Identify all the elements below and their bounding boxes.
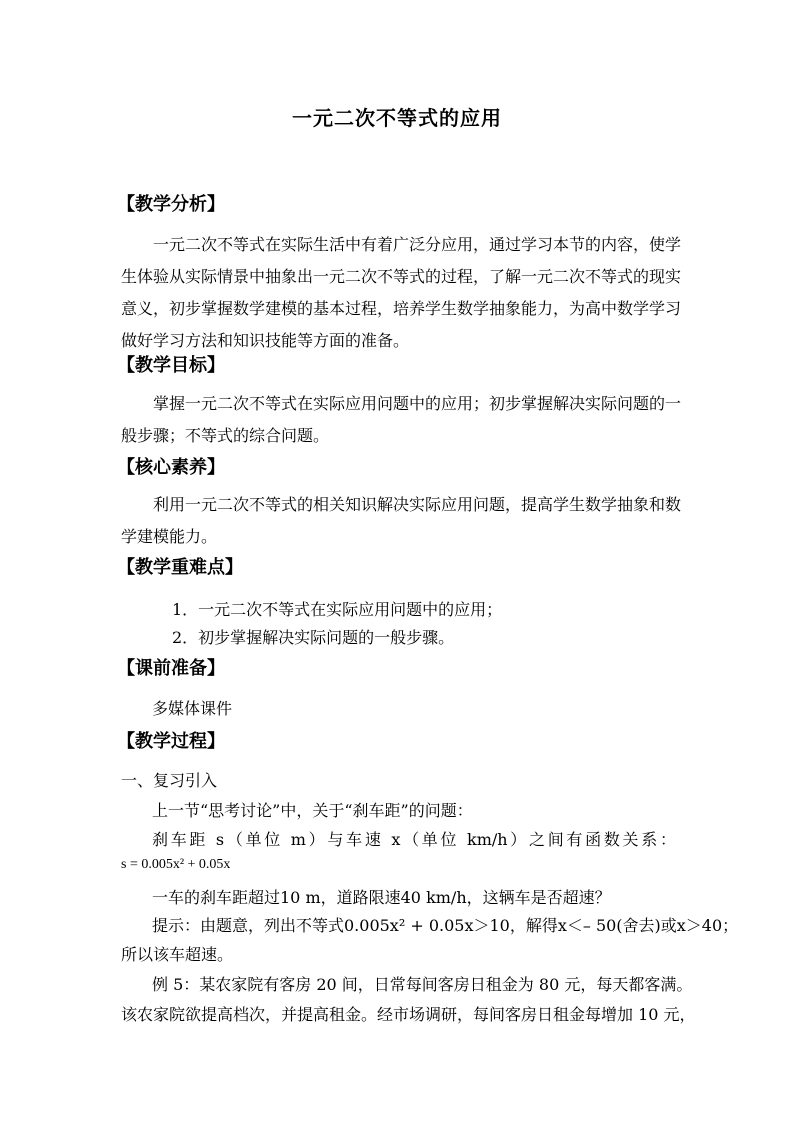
document-title: 一元二次不等式的应用 (292, 106, 502, 130)
process-intro: 上一节“思考讨论”中，关于“刹车距”的问题： (152, 801, 473, 820)
section-heading-preparation: 【课前准备】 (117, 658, 225, 679)
section-heading-key-points: 【教学重难点】 (117, 557, 243, 578)
example-line: 该农家院欲提高档次，并提高租金。经市场调研，每间客房日租金每增加 10 元， (121, 1005, 696, 1024)
section-heading-analysis: 【教学分析】 (117, 194, 225, 215)
literacy-paragraph: 利用一元二次不等式的相关知识解决实际应用问题，提高学生数学抽象和数学建模能力。 (121, 495, 682, 546)
hint-conclusion: 所以该车超速。 (121, 945, 234, 964)
key-point-item: 1．一元二次不等式在实际应用问题中的应用； (172, 600, 503, 619)
relation-formula: s = 0.005x² + 0.05x (121, 857, 231, 872)
preparation-text: 多媒体课件 (152, 699, 233, 718)
hint-line: 提示：由题意，列出不等式0.005x² + 0.05x＞10，解得x＜– 50(舍去)或x＞40； (152, 916, 739, 935)
key-point-item: 2．初步掌握解决实际问题的一般步骤。 (172, 628, 455, 647)
section-heading-process: 【教学过程】 (117, 731, 225, 752)
analysis-paragraph: 一元二次不等式在实际生活中有着广泛分应用，通过学习本节的内容，使学生体验从实际情景中抽象出一元二次不等式的过程，了解一元二次不等式的现实意义，初步掌握数学建模的基本过程，培养学生数学抽象能力，为高中数学学习做好学习方法和知识技能等方面的准备。 (121, 235, 682, 350)
process-subheading: 一、复习引入 (121, 771, 218, 790)
section-heading-literacy: 【核心素养】 (117, 457, 225, 478)
example-line: 例 5：某农家院有客房 20 间，日常每间客房日租金为 80 元，每天都客满。 (152, 975, 693, 994)
section-heading-goals: 【教学目标】 (117, 355, 225, 376)
goals-paragraph: 掌握一元二次不等式在实际应用问题中的应用；初步掌握解决实际问题的一般步骤；不等式的综合问题。 (121, 394, 682, 445)
question-line: 一车的刹车距超过10 m，道路限速40 km/h，这辆车是否超速？ (152, 888, 611, 907)
relation-line: 刹车距 s（单位 m）与车速 x（单位 km/h）之间有函数关系： (152, 830, 676, 849)
